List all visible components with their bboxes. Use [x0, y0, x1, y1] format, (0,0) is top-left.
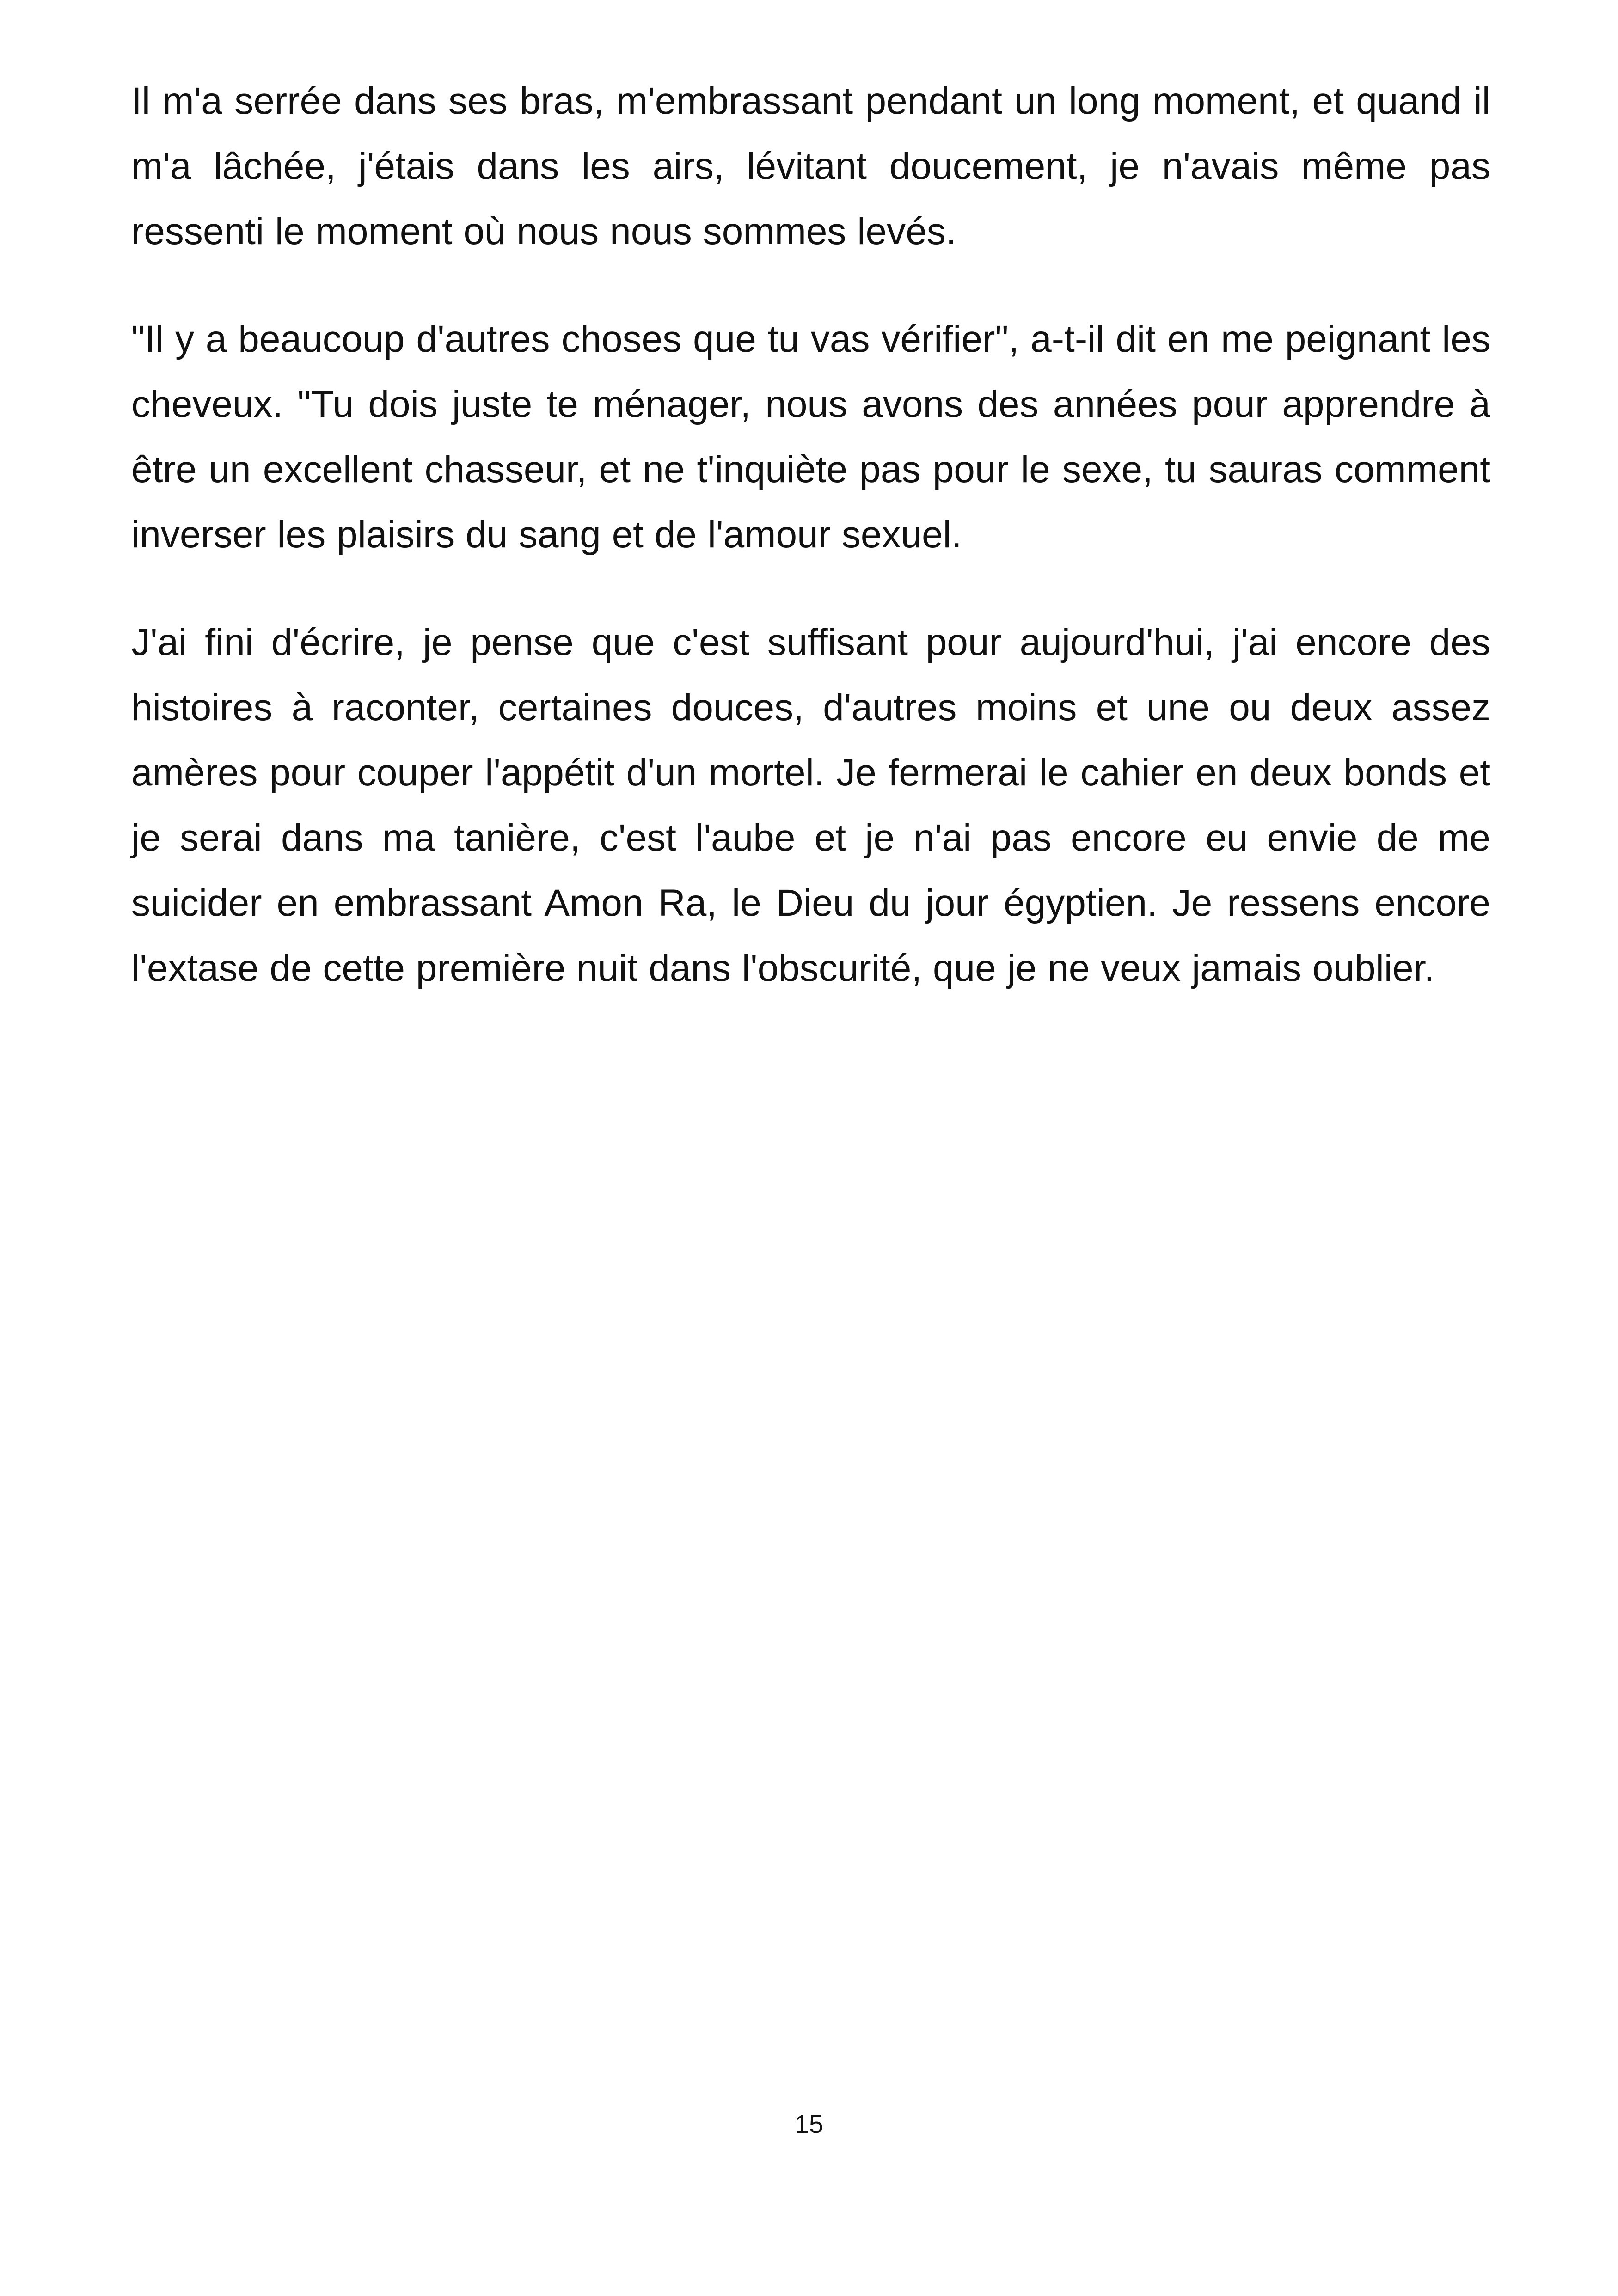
body-text: [131, 68, 1490, 1043]
paragraph-1: Il m'a serrée dans ses bras, m'embrassant pendant un long moment, et quand il m'a lâchée, j'étais dans les airs, lévitant doucement, je n'avais même pas ressenti le moment où nous nous sommes levés.: [131, 80, 1490, 252]
page-number: 15: [794, 2109, 824, 2138]
paragraph-2: "Il y a beaucoup d'autres choses que tu vas vérifier", a-t-il dit en me peignant les cheveux. "Tu dois juste te ménager, nous avons des années pour apprendre à être un excellent chasseur, et ne t'inquiète pas pour le sexe, tu sauras comment inverser les plaisirs du sang et de l'amour sexuel.: [131, 318, 1490, 556]
paragraph-3: J'ai fini d'écrire, je pense que c'est suffisant pour aujourd'hui, j'ai encore des histoires à raconter, certaines douces, d'autres moins et une ou deux assez amères pour couper l'appétit d'un mortel. Je fermerai le cahier en deux bonds et je serai dans ma tanière, c'est l'aube et je n'ai pas encore eu envie de me suicider en embrassant Amon Ra, le Dieu du jour égyptien. Je ressens encore l'extase de cette première nuit dans l'obscurité, que je ne veux jamais oublier.: [131, 621, 1490, 989]
